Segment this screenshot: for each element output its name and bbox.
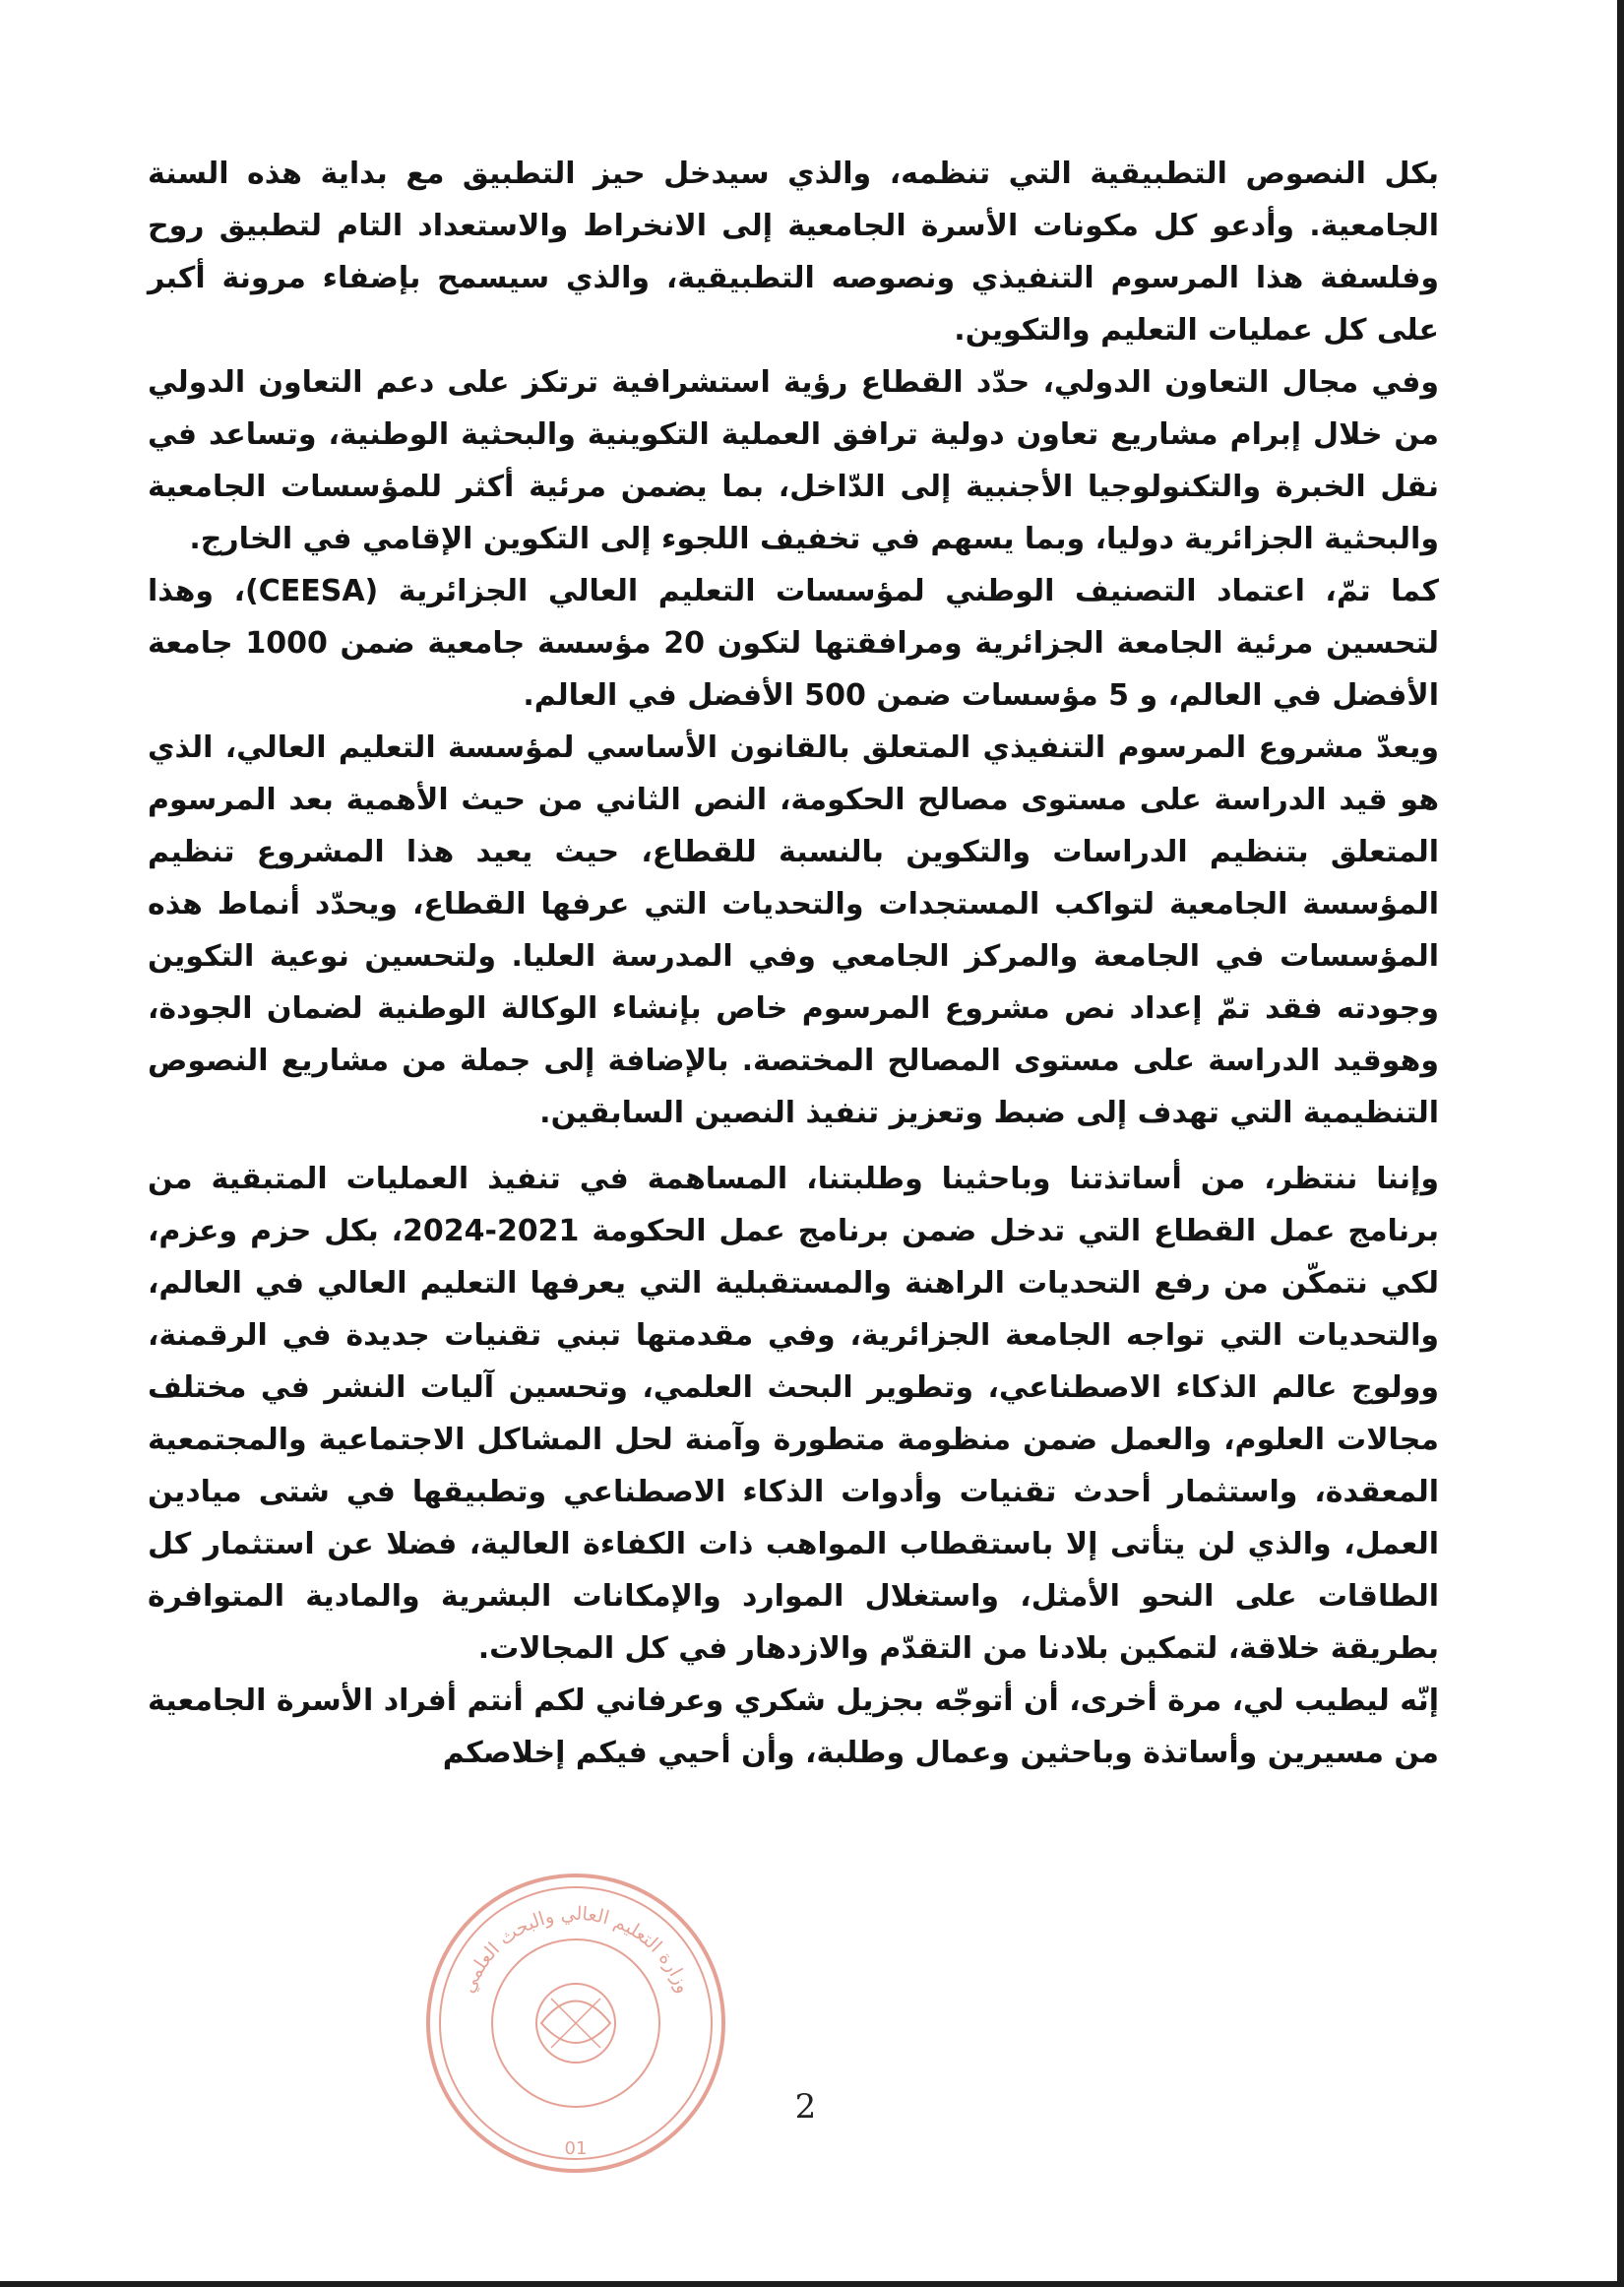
paragraph-expectations: وإننا ننتظر، من أساتذتنا وباحثينا وطلبتنا، المساهمة في تنفيذ العمليات المتبقية من برنامج عمل القطاع التي تدخل ضمن برنامج عمل الحكومة 2021-2024، بكل حزم وعزم، لكي نتمكّن من رفع التحديات الراهنة والمستقبلية التي يعرفها التعليم العالي في العالم، والتحديات التي تواجه الجامعة الجزائرية، وفي مقدمتها تبني تقنيات جديدة في الرقمنة، وولوج عالم الذكاء الاصطناعي، وتطوير البحث العلمي، وتحسين آليات النشر في مختلف مجالات العلوم، والعمل ضمن منظومة متطورة وآمنة لحل المشاكل الاجتماعية والمجتمعية المعقدة، واستثمار أحدث تقنيات وأدوات الذكاء الاصطناعي وتطبيقها في شتى ميادين العمل، والذي لن يتأتى إلا باستقطاب المواهب ذات الكفاءة العالية، فضلا عن استثمار كل الطاقات على النحو الأمثل، واستغلال الموارد والإمكانات البشرية والمادية المتوافرة بطريقة خلاقة، لتمكين بلادنا من التقدّم والازدهار في كل المجالات.	[148, 1162, 1439, 1666]
official-seal-stamp	[408, 1861, 743, 2186]
svg-text:وزارة التعليم العالي والبحث ال	[457, 1903, 694, 1997]
seal-number: 01	[564, 2138, 588, 2159]
seal-text-top: وزارة التعليم العالي والبحث العلمي	[457, 1902, 695, 1997]
paragraph-executive-decree: ويعدّ مشروع المرسوم التنفيذي المتعلق بالقانون الأساسي لمؤسسة التعليم العالي، الذي هو قيد الدراسة على مستوى مصالح الحكومة، النص الثاني من حيث الأهمية بعد المرسوم المتعلق بتنظيم الدراسات والتكوين بالنسبة للقطاع، حيث يعيد هذا المشروع تنظيم المؤسسة الجامعية لتواكب المستجدات والتحديات التي عرفها القطاع، ويحدّد أنماط هذه المؤسسات في الجامعة والمركز الجامعي وفي المدرسة العليا. ولتحسين نوعية التكوين وجودته فقد تمّ إعداد نص مشروع المرسوم خاص بإنشاء الوكالة الوطنية لضمان الجودة، وهوقيد الدراسة على مستوى المصالح المختصة. بالإضافة إلى جملة من مشاريع النصوص التنظيمية التي تهدف إلى ضبط وتعزيز تنفيذ النصين السابقين.	[148, 731, 1439, 1130]
paragraph-implementation: بكل النصوص التطبيقية التي تنظمه، والذي سيدخل حيز التطبيق مع بداية هذه السنة الجامعية. وأدعو كل مكونات الأسرة الجامعية إلى الانخراط والاستعداد التام لتطبيق روح وفلسفة هذا المرسوم التنفيذي ونصوصه التطبيقية، والذي سيسمح بإضفاء مرونة أكبر على كل عمليات التعليم والتكوين.	[148, 157, 1439, 348]
paragraph-ceesa-ranking: كما تمّ، اعتماد التصنيف الوطني لمؤسسات التعليم العالي الجزائرية (CEESA)، وهذا لتحسين مرئية الجامعة الجزائرية ومرافقتها لتكون 20 مؤسسة جامعية ضمن 1000 جامعة الأفضل في العالم، و 5 مؤسسات ضمن 500 الأفضل في العالم.	[148, 574, 1439, 713]
page-number: 2	[794, 2087, 817, 2127]
paragraph-international-cooperation: وفي مجال التعاون الدولي، حدّد القطاع رؤية استشرافية ترتكز على دعم التعاون الدولي من خلال إبرام مشاريع تعاون دولية ترافق العملية التكوينية والبحثية الوطنية، وتساعد في نقل الخبرة والتكنولوجيا الأجنبية إلى الدّاخل، بما يضمن مرئية أكثر للمؤسسات الجامعية والبحثية الجزائرية دوليا، وبما يسهم في تخفيف اللجوء إلى التكوين الإقامي في الخارج.	[148, 365, 1439, 556]
document-body	[148, 148, 1439, 1779]
paragraph-thanks: إنّه ليطيب لي، مرة أخرى، أن أتوجّه بجزيل شكري وعرفاني لكم أنتم أفراد الأسرة الجامعية من مسيرين وأساتذة وباحثين وعمال وطلبة، وأن أحيي فيكم إخلاصكم	[148, 1683, 1439, 1770]
